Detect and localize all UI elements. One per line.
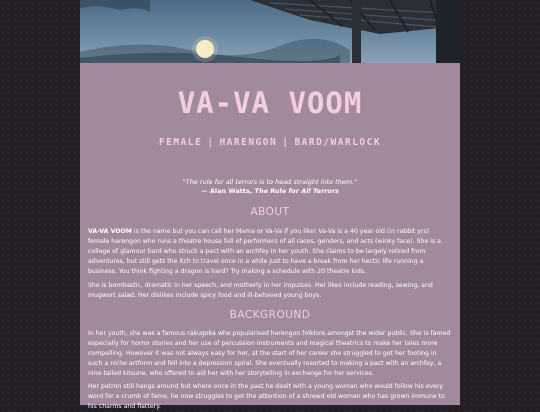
about-paragraph-1: VA-VA VOOM is the name but you can call her Mama or Va-Va if you like! Va-Va is a 40 year old (in rabbit yrs) female harengon who runs a theatre house full of performers of all races, genders, and acts (winky face). She is a college of glamour bard who struck a pact with an archfey in her youth. She claims to be largely retired from adventures, but still gets the itch to travel once in a while just to have a break from her hectic life running a business. You think fighting a dragon is hard? Try making a schedule with 20 theatre kids. <box>88 228 441 275</box>
tag-gender: FEMALE <box>158 137 203 148</box>
background-paragraph-1: In her youth, she was a famous rakugoka who popularised harengon folklore amongst the wider public. She is famed especially for horror stories and her use of percussion instruments and magical theatrics to make her tales more compelling. However it was not always easy for her, at the start of her career she struggled to get her footing in such a niche artform and fell into a depression spiral. She eventually resorted to making a pact with an archfey, a nine-tailed kitsune, who offered to aid her with her storytelling in exchange for her services. <box>88 330 451 377</box>
night-sky-illustration <box>80 0 460 63</box>
character-card <box>80 0 460 410</box>
tag-separator: | <box>207 137 215 148</box>
page-title: VA-VA VOOM <box>177 86 363 120</box>
tag-separator: | <box>282 137 290 148</box>
banner-image <box>80 0 460 63</box>
about-heading: ABOUT <box>250 206 290 218</box>
about-paragraph-2: She is bombastic, dramatic in her speech, and motherly in her impulses. Her likes include reading, sewing, and mugwort salad. Her dislikes include spicy food and ill-behaved young boys. <box>88 282 433 299</box>
background-paragraph-2: Her patron still hangs around but where once in the past he dealt with a young woman who would follow his every word for a crumb of fame, he now struggles to get the attention of a shrewd old woman who has grown immune to his charms and flattery. <box>88 383 445 410</box>
quote-text: "The rule for all terrors is to head straight into them." <box>182 178 358 186</box>
background-heading: BACKGROUND <box>229 309 311 321</box>
tag-class: BARD/WARLOCK <box>294 137 382 148</box>
tag-race: HARENGON <box>219 137 278 148</box>
quote-attribution: — Alan Watts, The Rule for All Terrors <box>201 187 339 195</box>
quote-work-title: The Rule for All Terrors <box>254 187 339 195</box>
character-name-bold: VA-VA VOOM <box>88 228 132 235</box>
epigraph-quote <box>80 178 460 196</box>
character-tags <box>80 137 460 148</box>
